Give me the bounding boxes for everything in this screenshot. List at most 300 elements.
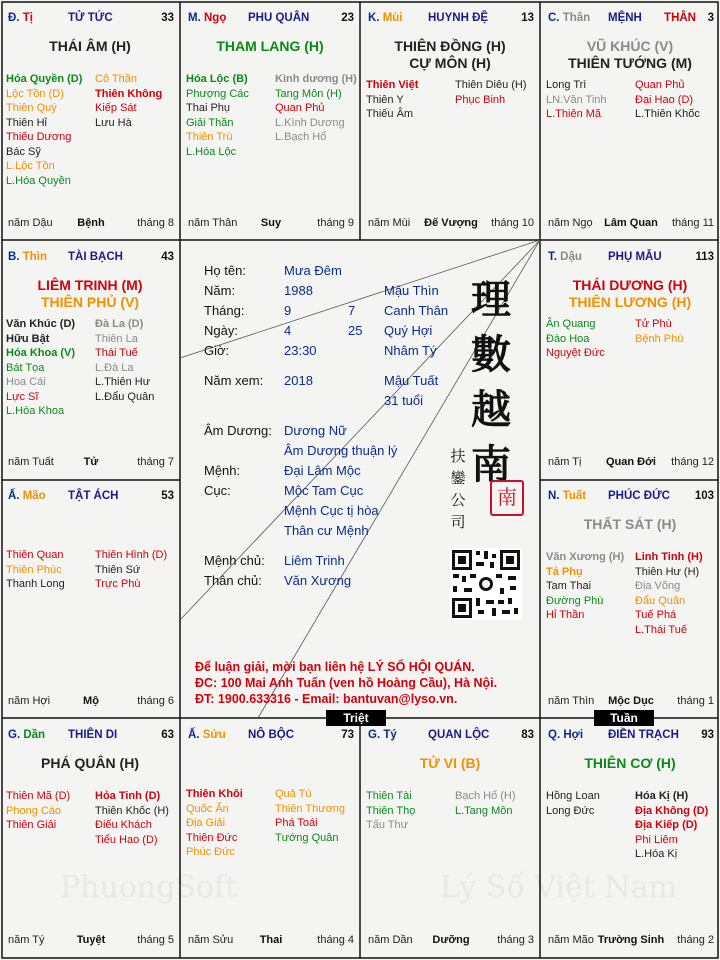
minor-star: Thiên Diêu (H)	[455, 79, 527, 91]
main-stars	[540, 755, 720, 772]
palace-header	[548, 490, 714, 506]
palace-hoi	[540, 717, 720, 956]
tuan-tag: Tuần	[594, 710, 654, 726]
palace-month: tháng 11	[671, 217, 714, 229]
calligraphy-small-char: 公	[450, 491, 466, 509]
minor-star: Ân Quang	[546, 318, 596, 330]
month-lunar: Canh Thân	[384, 303, 449, 318]
minor-star: Lực Sĩ	[6, 390, 39, 403]
palace-footer	[548, 456, 714, 470]
menh-chu-value: Liêm Trinh	[284, 553, 345, 568]
yinyang-value: Dương Nữ	[284, 423, 347, 438]
cuc-note-1: Mệnh Cục tị hòa	[284, 503, 379, 518]
palace-branch: T. Dậu	[548, 251, 582, 263]
hour-lunar: Nhâm Tý	[384, 343, 437, 358]
palace-month: tháng 5	[137, 934, 174, 946]
palace-ngo	[180, 0, 360, 239]
minor-stars-right	[455, 78, 527, 107]
minor-stars-left	[6, 548, 65, 592]
main-stars	[180, 38, 360, 55]
main-star: THIÊN LƯƠNG (H)	[568, 294, 692, 310]
main-star: THẤT SÁT (H)	[583, 516, 677, 532]
main-star: TỬ VI (B)	[419, 755, 481, 771]
palace-month: tháng 2	[677, 934, 714, 946]
palace-year: năm Tý	[8, 934, 45, 946]
minor-star: Hóa Khoa (V)	[6, 347, 76, 359]
minor-stars-left	[186, 72, 249, 159]
calligraphy-char: 越	[471, 386, 511, 433]
than-chu-label: Thân chủ:	[204, 573, 262, 588]
minor-star: Nguyệt Đức	[546, 347, 605, 359]
main-star: VŨ KHÚC (V)	[586, 38, 674, 54]
palace-year: năm Dậu	[8, 217, 53, 229]
main-stars	[360, 38, 540, 72]
palace-footer	[548, 934, 714, 948]
minor-star: Thanh Long	[6, 578, 65, 590]
palace-stage: Dưỡng	[432, 934, 470, 946]
palace-age: 73	[341, 729, 354, 741]
menh-value: Đại Lâm Mộc	[284, 463, 361, 478]
minor-star: Hữu Bật	[6, 332, 50, 345]
palace-mui	[360, 0, 540, 239]
main-star: CỰ MÔN (H)	[409, 55, 491, 71]
minor-star: Thiên Đức	[186, 831, 238, 844]
palace-footer	[8, 695, 174, 709]
main-star: THIÊN ĐỒNG (H)	[394, 38, 506, 54]
main-stars	[540, 516, 720, 533]
palace-year: năm Thìn	[548, 695, 595, 707]
palace-age: 3	[707, 12, 714, 24]
minor-star: Cô Thần	[95, 73, 137, 85]
palace-ty	[0, 0, 180, 239]
palace-age: 63	[161, 729, 174, 741]
watermark-right: Lý Số Việt Nam	[440, 870, 677, 905]
main-star: PHÁ QUÂN (H)	[41, 755, 139, 771]
minor-star: Hồng Loan	[546, 790, 600, 802]
main-star: THÁI ÂM (H)	[49, 38, 131, 54]
minor-star: L.Thái Tuế	[635, 623, 687, 636]
palace-year: năm Mùi	[368, 217, 411, 229]
minor-star: L.Hóa Quyền	[6, 174, 71, 187]
palace-name: PHÚC ĐỨC	[608, 490, 670, 502]
palace-year: năm Mão	[548, 934, 594, 946]
minor-star: Địa Võng	[635, 580, 681, 592]
minor-stars-left	[546, 789, 600, 818]
minor-star: Phong Cáo	[6, 804, 62, 817]
minor-star: Thiên Quý	[6, 102, 57, 114]
year-label: Năm:	[204, 283, 236, 298]
palace-header	[368, 12, 534, 28]
view-year-value: 2018	[284, 373, 313, 388]
minor-stars-right	[455, 789, 516, 818]
main-stars	[360, 755, 540, 772]
palace-footer	[188, 217, 354, 231]
palace-branch: Đ. Tị	[8, 12, 33, 24]
palace-month: tháng 10	[491, 217, 534, 229]
minor-star: L.Tang Môn	[455, 804, 513, 817]
palace-name: PHU QUÂN	[248, 12, 310, 24]
palace-stage: Đế Vượng	[424, 217, 478, 229]
palace-stage: Tuyệt	[76, 934, 106, 946]
minor-star: Thiên Trù	[186, 131, 233, 143]
calligraphy-small-char: 扶	[450, 447, 466, 465]
contact-line-2: ĐC: 100 Mai Anh Tuấn (ven hồ Hoàng Cầu), Hà Nội.	[195, 676, 498, 690]
minor-stars-right	[95, 548, 167, 592]
palace-header	[8, 12, 174, 28]
palace-stage: Thai	[259, 934, 283, 946]
palace-branch: C. Thân	[548, 12, 591, 24]
minor-star: Hóa Quyền (D)	[6, 73, 83, 85]
minor-stars-right	[95, 317, 154, 404]
minor-star: Đại Hao (D)	[635, 93, 694, 106]
palace-name: TẬT ÁCH	[68, 490, 119, 502]
palace-name: TỬ TỨC	[68, 12, 113, 24]
palace-branch: B. Thìn	[8, 251, 47, 263]
minor-stars-left	[186, 787, 243, 860]
minor-star: Thiếu Âm	[366, 108, 414, 120]
minor-star: Tả Phụ	[546, 565, 583, 578]
year-solar: 1988	[284, 283, 313, 298]
minor-star: Phục Binh	[455, 93, 506, 106]
day-solar: 4	[284, 323, 292, 338]
red-seal: 南	[490, 480, 524, 516]
palace-dau	[540, 239, 720, 478]
minor-stars-left	[366, 789, 415, 833]
palace-branch: G. Dần	[8, 729, 46, 741]
palace-age: 93	[701, 729, 714, 741]
menh-chu-label: Mệnh chủ:	[204, 553, 265, 568]
age-value: 31 tuổi	[384, 393, 424, 408]
view-year-lunar: Mậu Tuất	[384, 373, 439, 388]
palace-name: MỆNH	[608, 12, 642, 24]
minor-star: L.Lộc Tồn	[6, 160, 55, 172]
palace-age: 13	[521, 12, 534, 24]
palace-month: tháng 3	[497, 934, 534, 946]
minor-star: Hỉ Thần	[546, 609, 585, 621]
palace-branch: Ấ. Sửu	[188, 729, 226, 741]
minor-star: Thiên La	[95, 332, 138, 345]
minor-star: Tướng Quân	[275, 831, 339, 844]
minor-stars-left	[366, 78, 418, 122]
main-star: THIÊN PHỦ (V)	[41, 294, 139, 310]
palace-header	[368, 729, 534, 745]
minor-star: L.Thiên Hư	[95, 376, 151, 388]
minor-star: Địa Kiếp (D)	[635, 819, 698, 831]
minor-star: Long Trì	[546, 79, 587, 91]
palace-mao	[0, 478, 180, 717]
minor-star: Thiên Khôi	[186, 788, 243, 800]
palace-stage: Mộ	[83, 695, 99, 707]
palace-age: 103	[694, 490, 714, 502]
name-value: Mưa Đêm	[284, 263, 342, 278]
palace-ty2	[360, 717, 540, 956]
minor-star: Hoa Cái	[6, 376, 46, 388]
calligraphy-char: 數	[471, 331, 511, 378]
minor-star: L.Thiên Mã	[546, 108, 602, 120]
palace-than	[540, 0, 720, 239]
minor-star: Thiên Tài	[366, 790, 412, 802]
palace-name: TÀI BẠCH	[68, 251, 123, 263]
month-label: Tháng:	[204, 303, 245, 318]
palace-thin	[0, 239, 180, 478]
palace-stage: Bệnh	[77, 217, 105, 229]
minor-star: Tử Phù	[635, 318, 672, 330]
minor-star: Bác Sỹ	[6, 145, 41, 158]
palace-footer	[548, 695, 714, 709]
minor-star: Thiên Thọ	[366, 804, 416, 817]
palace-year: năm Hợi	[8, 695, 51, 707]
minor-star: Quốc Ấn	[186, 802, 229, 815]
view-year-label: Năm xem:	[204, 373, 264, 388]
palace-year: năm Thân	[188, 217, 238, 229]
main-stars	[540, 38, 720, 72]
minor-star: Điếu Khách	[95, 819, 152, 831]
minor-star: Tang Môn (H)	[275, 87, 342, 100]
palace-age: 43	[161, 251, 174, 263]
minor-star: L.Thiên Khốc	[635, 108, 700, 120]
minor-star: Đường Phù	[546, 594, 604, 607]
minor-star: Quan Phủ	[635, 79, 685, 91]
contact-line-3: ĐT: 1900.633316 - Email: bantuvan@lyso.vn.	[195, 692, 458, 706]
palace-stage: Mộc Dục	[608, 695, 654, 707]
palace-footer	[8, 456, 174, 470]
minor-star: Thiên Giải	[6, 819, 57, 831]
minor-stars-right	[635, 789, 708, 862]
minor-stars-left	[6, 317, 75, 419]
minor-star: Phượng Các	[186, 87, 249, 100]
minor-star: Văn Xương (H)	[546, 551, 625, 563]
minor-star: Phúc Đức	[186, 846, 235, 858]
day-lunar: Quý Hợi	[384, 323, 433, 338]
yinyang-note: Âm Dương thuận lý	[284, 443, 398, 458]
palace-month: tháng 9	[317, 217, 354, 229]
minor-star: Thiên Mã (D)	[6, 790, 71, 802]
minor-star: Thiếu Dương	[6, 131, 72, 143]
calligraphy-main	[466, 272, 516, 492]
palace-footer	[188, 934, 354, 948]
main-stars	[0, 755, 180, 772]
minor-star: Giải Thần	[186, 116, 234, 129]
minor-star: Thiên Phúc	[6, 563, 62, 576]
main-stars	[0, 277, 180, 311]
hour-value: 23:30	[284, 343, 317, 358]
palace-dan	[0, 717, 180, 956]
minor-star: Văn Khúc (D)	[6, 318, 76, 330]
minor-stars-left	[6, 789, 70, 833]
calligraphy-small-char: 司	[450, 513, 466, 531]
minor-star: Đào Hoa	[546, 332, 590, 345]
palace-age: 53	[161, 490, 174, 502]
palace-month: tháng 6	[137, 695, 174, 707]
palace-header	[188, 12, 354, 28]
minor-stars-left	[6, 72, 82, 188]
minor-star: L.Kình Dương	[275, 116, 345, 129]
palace-footer	[548, 217, 714, 231]
palace-branch: Q. Hợi	[548, 729, 584, 741]
palace-stage: Quan Đới	[606, 456, 656, 468]
cuc-note-2: Thân cư Mệnh	[284, 523, 369, 538]
minor-stars-right	[635, 78, 700, 122]
minor-star: Bát Tọa	[6, 361, 45, 374]
minor-stars-right	[635, 317, 683, 346]
minor-star: Thiên Hỉ	[6, 116, 47, 129]
minor-star: Thai Phụ	[186, 102, 231, 114]
palace-header	[8, 251, 174, 267]
main-star: THIÊN CƠ (H)	[584, 755, 676, 771]
palace-stage: Tử	[83, 456, 99, 468]
contact-line-1: Để luận giải, mời bạn liên hệ LÝ SỐ HỘI QUÁN.	[195, 660, 475, 674]
palace-branch: N. Tuất	[548, 490, 587, 502]
year-lunar: Mậu Thìn	[384, 283, 439, 298]
palace-year: năm Ngọ	[548, 217, 593, 229]
palace-branch: M. Ngọ	[188, 12, 227, 24]
main-stars	[540, 277, 720, 311]
minor-stars-left	[546, 550, 624, 623]
minor-star: Thái Tuế	[95, 347, 138, 359]
calligraphy-small	[448, 445, 468, 533]
qr-code	[450, 548, 522, 620]
minor-star: Thiên Sứ	[95, 563, 141, 576]
minor-star: Linh Tinh (H)	[635, 551, 703, 563]
palace-month: tháng 1	[677, 695, 714, 707]
name-label: Họ tên:	[204, 263, 246, 278]
palace-month: tháng 7	[137, 456, 174, 468]
minor-star: Tấu Thư	[366, 819, 409, 831]
minor-star: Thiên Không	[95, 87, 163, 100]
calligraphy-char: 南	[471, 441, 511, 488]
minor-star: Hóa Kị (H)	[635, 790, 689, 802]
minor-star: Địa Không (D)	[635, 804, 709, 817]
palace-stage: Suy	[260, 217, 282, 229]
minor-star: Phá Toái	[275, 817, 318, 829]
palace-stage: Trường Sinh	[597, 934, 665, 946]
minor-stars-right	[275, 787, 345, 845]
main-stars	[0, 38, 180, 55]
palace-age: 23	[341, 12, 354, 24]
palace-name: NÔ BỘC	[248, 729, 294, 741]
minor-star: Kiếp Sát	[95, 102, 137, 114]
main-star: THAM LANG (H)	[216, 38, 324, 54]
minor-stars-right	[95, 72, 162, 130]
minor-star: Thiên Việt	[366, 79, 419, 91]
palace-year: năm Sửu	[188, 934, 234, 946]
palace-header	[548, 251, 714, 267]
palace-name: ĐIỀN TRẠCH	[608, 729, 679, 741]
palace-stage: Lâm Quan	[604, 217, 658, 229]
yinyang-label: Âm Dương:	[204, 423, 272, 438]
minor-star: Tam Thai	[546, 580, 592, 592]
hour-label: Giờ:	[204, 343, 230, 358]
minor-star: Phi Liêm	[635, 833, 678, 846]
minor-star: L.Hóa Kị	[635, 848, 678, 860]
palace-footer	[368, 934, 534, 948]
minor-star: Hỏa Tinh (D)	[95, 790, 161, 802]
minor-star: L.Hóa Lộc	[186, 145, 237, 158]
palace-age: 83	[521, 729, 534, 741]
minor-star: Tiểu Hao (D)	[95, 833, 158, 846]
palace-branch: Ấ. Mão	[8, 490, 46, 502]
minor-stars-right	[635, 550, 703, 637]
palace-age: 33	[161, 12, 174, 24]
palace-name: QUAN LỘC	[428, 729, 490, 741]
minor-stars-left	[546, 78, 607, 122]
minor-star: Thiên Quan	[6, 549, 64, 561]
minor-star: L.Đà La	[95, 361, 134, 374]
minor-star: Thiên Y	[366, 93, 404, 106]
cuc-value: Mộc Tam Cục	[284, 483, 364, 498]
month-solar: 9	[284, 303, 292, 318]
palace-name: THIÊN DI	[68, 729, 118, 741]
minor-stars-right	[275, 72, 357, 145]
watermark-left: PhuongSoft	[60, 870, 238, 905]
minor-stars-left	[546, 317, 605, 361]
minor-star: Trực Phù	[95, 578, 141, 590]
palace-year: năm Tị	[548, 456, 582, 468]
palace-footer	[368, 217, 534, 231]
minor-star: Thiên Khốc (H)	[95, 804, 169, 817]
palace-month: tháng 4	[317, 934, 354, 946]
palace-footer	[8, 217, 174, 231]
cuc-label: Cục:	[204, 483, 231, 498]
palace-header	[8, 729, 174, 745]
minor-star: LN.Văn Tinh	[546, 93, 607, 106]
palace-header	[188, 729, 354, 745]
palace-year: năm Tuất	[8, 456, 54, 468]
minor-star: Thiên Thương	[275, 802, 346, 815]
palace-month: tháng 12	[671, 456, 714, 468]
minor-star: Lưu Hà	[95, 116, 132, 129]
calligraphy-char: 理	[471, 276, 511, 323]
minor-star: Thiên Hình (D)	[95, 549, 168, 561]
palace-name: HUYNH ĐỆ	[428, 12, 489, 24]
palace-suu	[180, 717, 360, 956]
minor-star: L.Bạch Hổ	[275, 131, 327, 143]
palace-year: năm Dần	[368, 934, 413, 946]
minor-star: Quả Tú	[275, 788, 312, 800]
palace-header	[8, 490, 174, 506]
palace-name: PHỤ MẪU	[608, 251, 662, 263]
palace-header	[548, 12, 714, 28]
minor-star: Long Đức	[546, 804, 595, 817]
palace-tuat	[540, 478, 720, 717]
palace-than-marker: THÂN	[664, 12, 696, 24]
minor-star: Hóa Lộc (B)	[186, 73, 248, 85]
than-chu-value: Văn Xương	[284, 573, 352, 588]
main-star: LIÊM TRINH (M)	[37, 277, 143, 293]
main-star: THIÊN TƯỚNG (M)	[568, 55, 692, 71]
palace-month: tháng 8	[137, 217, 174, 229]
palace-header	[548, 729, 714, 745]
minor-star: Đà La (D)	[95, 318, 144, 330]
calligraphy-small-char: 鑾	[450, 469, 466, 487]
minor-stars-right	[95, 789, 169, 847]
center-info-panel	[180, 240, 540, 718]
minor-star: L.Hóa Khoa	[6, 405, 65, 417]
day-lunar-number: 25	[348, 323, 363, 338]
minor-star: Đẩu Quân	[635, 594, 686, 607]
month-lunar-number: 7	[348, 303, 356, 318]
minor-star: Tuế Phá	[635, 609, 677, 621]
minor-star: Thiên Hư (H)	[635, 565, 700, 578]
palace-branch: K. Mùi	[368, 12, 403, 24]
minor-star: Bạch Hổ (H)	[455, 790, 516, 802]
palace-age: 113	[695, 251, 714, 263]
palace-footer	[8, 934, 174, 948]
main-star: THÁI DƯƠNG (H)	[572, 277, 688, 293]
minor-star: L.Đẩu Quân	[95, 390, 155, 403]
minor-star: Bệnh Phù	[635, 332, 684, 345]
menh-label: Mệnh:	[204, 463, 241, 478]
